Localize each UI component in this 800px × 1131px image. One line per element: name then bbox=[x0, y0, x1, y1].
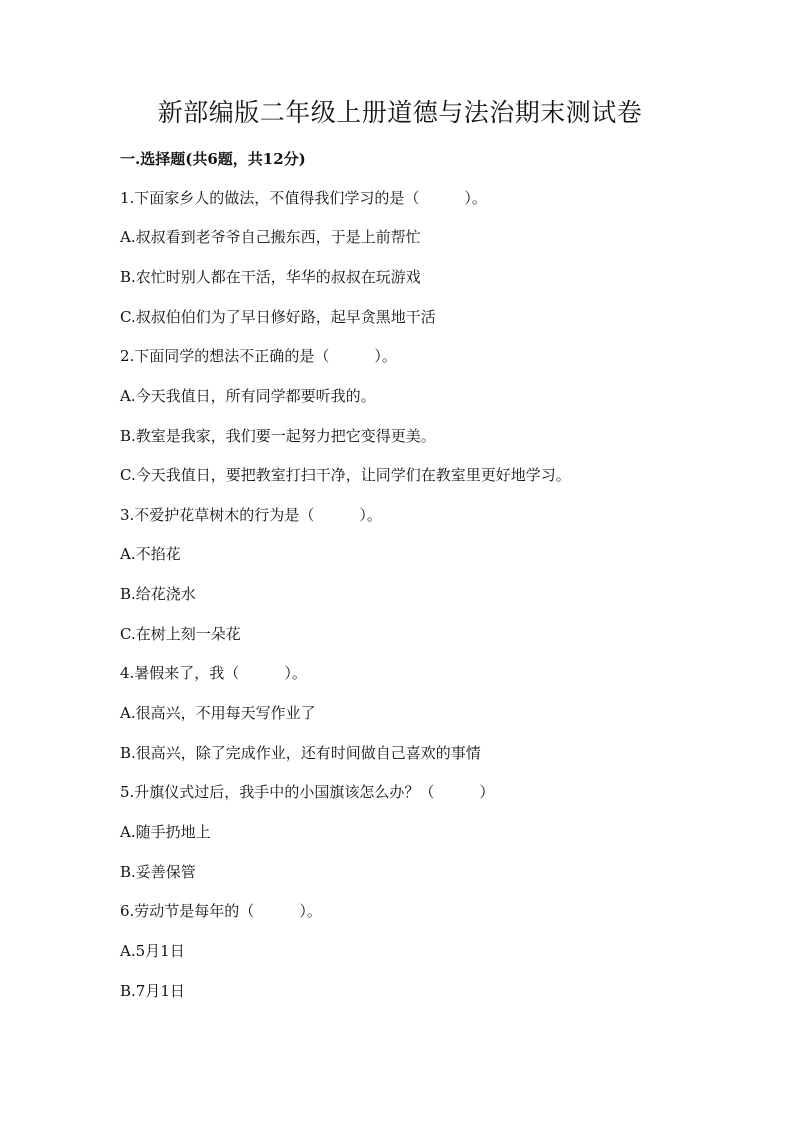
exam-title: 新部编版二年级上册道德与法治期末测试卷 bbox=[157, 98, 643, 127]
question-6-option-a: A.5月1日 bbox=[120, 942, 185, 960]
question-2-stem: 2.下面同学的想法不正确的是（ ）。 bbox=[120, 347, 397, 365]
question-1-option-c: C.叔叔伯伯们为了早日修好路，起早贪黑地干活 bbox=[120, 308, 436, 326]
question-5-option-b: B.妥善保管 bbox=[120, 863, 196, 881]
question-6-option-b: B.7月1日 bbox=[120, 982, 185, 1000]
question-5-stem: 5.升旗仪式过后，我手中的小国旗该怎么办？（ ） bbox=[120, 783, 495, 801]
question-3-option-c: C.在树上刻一朵花 bbox=[120, 625, 241, 643]
question-1-stem: 1.下面家乡人的做法，不值得我们学习的是（ ）。 bbox=[120, 189, 487, 207]
question-2-option-c: C.今天我值日，要把教室打扫干净，让同学们在教室里更好地学习。 bbox=[120, 466, 571, 484]
section-heading: 一.选择题(共6题，共12分) bbox=[120, 150, 306, 168]
question-3-stem: 3.不爱护花草树木的行为是（ ）。 bbox=[120, 506, 382, 524]
question-1-option-b: B.农忙时别人都在干活，华华的叔叔在玩游戏 bbox=[120, 268, 421, 286]
question-1-option-a: A.叔叔看到老爷爷自己搬东西，于是上前帮忙 bbox=[120, 228, 421, 246]
question-3-option-a: A.不掐花 bbox=[120, 545, 181, 563]
question-6-stem: 6.劳动节是每年的（ ）。 bbox=[120, 902, 322, 920]
question-4-stem: 4.暑假来了，我（ ）。 bbox=[120, 664, 307, 682]
question-2-option-b: B.教室是我家，我们要一起努力把它变得更美。 bbox=[120, 427, 436, 445]
question-4-option-a: A.很高兴，不用每天写作业了 bbox=[120, 704, 316, 722]
question-2-option-a: A.今天我值日，所有同学都要听我的。 bbox=[120, 387, 376, 405]
question-4-option-b: B.很高兴，除了完成作业，还有时间做自己喜欢的事情 bbox=[120, 744, 481, 762]
question-5-option-a: A.随手扔地上 bbox=[120, 823, 211, 841]
question-3-option-b: B.给花浇水 bbox=[120, 585, 196, 603]
